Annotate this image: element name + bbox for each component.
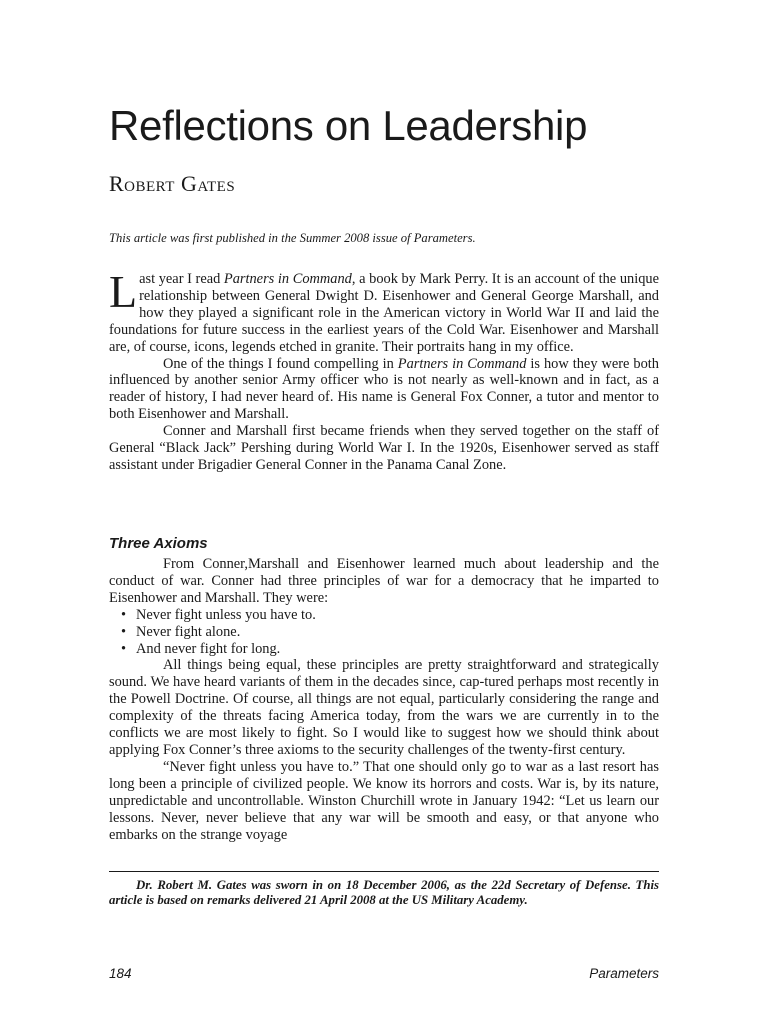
list-item: • And never fight for long. (109, 641, 659, 658)
section-paragraph-3: “Never fight unless you have to.” That one should only go to war as a last resort has long been a principle of civilized people. We know its horrors and costs. War is, by its nature, unpredictable and uncontrollable. Winston Churchill wrote in January 1942: “Let us learn our lessons. Never, never believe that any war will be smooth and easy, or that anyone who embarks on the strange voyage (109, 758, 659, 843)
intro-p2-start: One of the things I found compelling in (163, 355, 398, 372)
intro-text (109, 266, 659, 474)
section-paragraph-1: From Conner,Marshall and Eisenhower learned much about leadership and the conduct of war. Conner had three principles of war for a democracy that he imparted to Eisenhower and Marshall. They were: (109, 556, 659, 606)
footnote-divider (109, 871, 659, 872)
intro-p1-start: ast year I read (139, 271, 224, 287)
article-author: Robert Gates (109, 171, 236, 196)
section-paragraph-2: All things being equal, these principles are pretty straightforward and strategically sound. We have heard variants of them in the decades since, cap-tured perhaps most recently in the Powell Doctrine. Of course, all things are not equal, particularly considering the range and complexity of the threats facing America today, from the wars we are currently in to the conflicts we are most likely to fight. So I would like to suggest how we should think about applying Fox Conner’s three axioms to the security challenges of the twenty-first century. (109, 657, 659, 758)
axiom-list (109, 607, 659, 658)
article-title: Reflections on Leadership (109, 102, 588, 150)
document-page (109, 0, 659, 1024)
list-item: • Never fight unless you have to. (109, 607, 659, 624)
publication-note: This article was first published in the Summer 2008 issue of Parameters. (109, 231, 476, 245)
book-title: Partners in Command (397, 355, 527, 372)
book-title: Partners in Command (223, 271, 352, 287)
drop-cap: L (109, 266, 138, 317)
section-text (109, 556, 659, 843)
section-heading: Three Axioms (109, 535, 208, 553)
page-number: 184 (109, 966, 132, 981)
intro-paragraph-2 (109, 356, 659, 424)
intro-paragraph-1 (109, 266, 659, 356)
intro-p1-end: , a book by Mark Perry. It is an account of the unique relationship between General Dwight D. Eisenhower and General George Marshall, and how they played a significant role in the American victory in World War II and laid the foundations for future success in the earliest years of the Cold War. Eisenhower and Marshall are, of course, icons, legends etched in granite. Their portraits hang in my office. (109, 271, 659, 355)
intro-paragraph-3: Conner and Marshall first became friends when they served together on the staff of General “Black Jack” Pershing during World War I. In the 1920s, Eisenhower served as staff assistant under Brigadier General Conner in the Panama Canal Zone. (109, 423, 659, 473)
page-footer (109, 966, 659, 981)
intro-p2-end: is how they were both influenced by another senior Army officer who is not nearly as well-known and in fact, as a reader of history, I had never heard of. His name is General Fox Conner, a tutor and mentor to both Eisenhower and Marshall. (109, 355, 659, 423)
journal-name: Parameters (589, 966, 659, 981)
list-item: • Never fight alone. (109, 624, 659, 641)
author-footnote: Dr. Robert M. Gates was sworn in on 18 December 2006, as the 22d Secretary of Defense. This article is based on remarks delivered 21 April 2008 at the US Military Academy. (109, 878, 659, 907)
